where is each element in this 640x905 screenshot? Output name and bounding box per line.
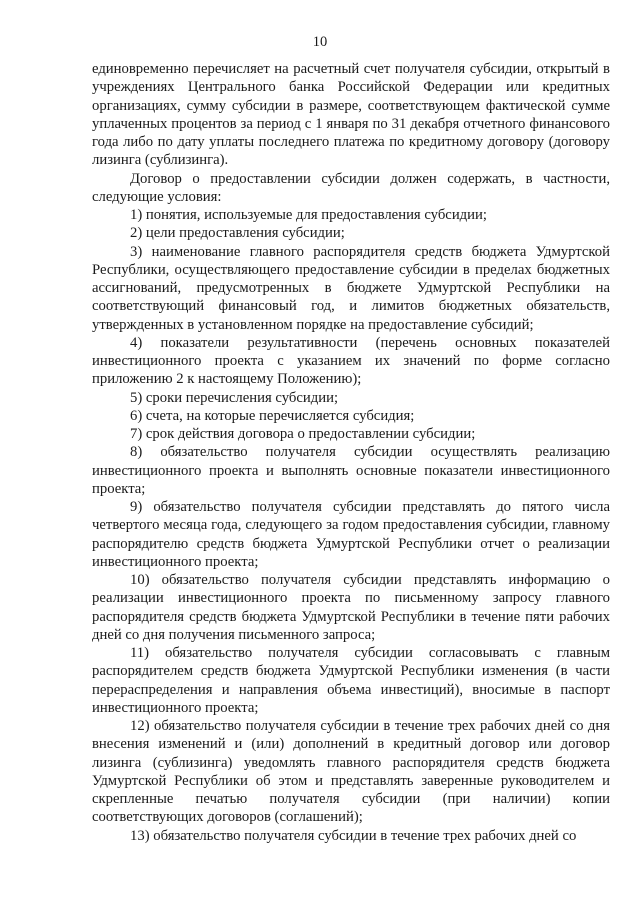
list-item-4: 4) показатели результативности (перечень основных показателей инвестиционного проекта с указанием их значений по форме согласно приложению 2 к настоящему Положению); [92,334,610,388]
list-item-8: 8) обязательство получателя субсидии осуществлять реализацию инвестиционного проекта и выполнять основные показатели инвестиционного проекта; [92,444,610,497]
list-item-13: 13) обязательство получателя субсидии в течение трех рабочих дней со [130,827,577,844]
list-item-7: 7) срок действия договора о предоставлении субсидии; [130,426,476,442]
document-body [92,60,610,845]
list-item-3: 3) наименование главного распорядителя средств бюджета Удмуртской Республики, осуществляющего предоставление субсидии в пределах бюджетных ассигнований, предусмотренных в бюджете Удмуртской Республики на соответствующий финансовый год, и лимитов бюджетных обязательств, утвержденных в установленном порядке на предоставление субсидий; [92,243,610,333]
list-item-12: 12) обязательство получателя субсидии в течение трех рабочих дней со дня внесения изменений и (или) дополнений в кредитный договор или договор лизинга (сублизинга) уведомлять главного распорядителя средств бюджета Удмуртской Республики об этом и представлять заверенные руководителем и скрепленные печатью получателя субсидии (при наличии) копии соответствующих договоров (соглашений); [92,718,610,826]
paragraph-contract-conditions-intro: Договор о предоставлении субсидии должен содержать, в частности, следующие условия: [92,170,610,205]
list-item-6: 6) счета, на которые перечисляется субсидия; [130,407,415,424]
list-item-5: 5) сроки перечисления субсидии; [130,389,339,406]
list-item-1: 1) понятия, используемые для предоставления субсидии; [130,207,487,223]
list-item-9: 9) обязательство получателя субсидии представлять до пятого числа четвертого месяца года, следующего за годом предоставления субсидии, главному распорядителю средств бюджета Удмуртской Республики отчет о реализации инвестиционного проекта; [92,499,610,570]
page-number: 10 [312,34,328,50]
list-item-2: 2) цели предоставления субсидии; [130,225,345,242]
paragraph-continuation: единовременно перечисляет на расчетный счет получателя субсидии, открытый в учреждениях Центрального банка Российской Федерации или кредитных организациях, сумму субсидии в размере, соответствующем фактической сумме уплаченных процентов за период с 1 января по 31 декабря отчетного финансового года либо по дату уплаты последнего платежа по кредитному договору (договору лизинга (сублизинга). [92,61,610,169]
list-item-10: 10) обязательство получателя субсидии представлять информацию о реализации инвестиционного проекта по письменному запросу главного распорядителя средств бюджета Удмуртской Республики в течение пяти рабочих дней со дня получения письменного запроса; [92,572,610,643]
list-item-11: 11) обязательство получателя субсидии согласовывать с главным распорядителем средств бюджета Удмуртской Республики изменения (в части перераспределения и направления объема инвестиций), вносимые в паспорт инвестиционного проекта; [92,645,610,716]
